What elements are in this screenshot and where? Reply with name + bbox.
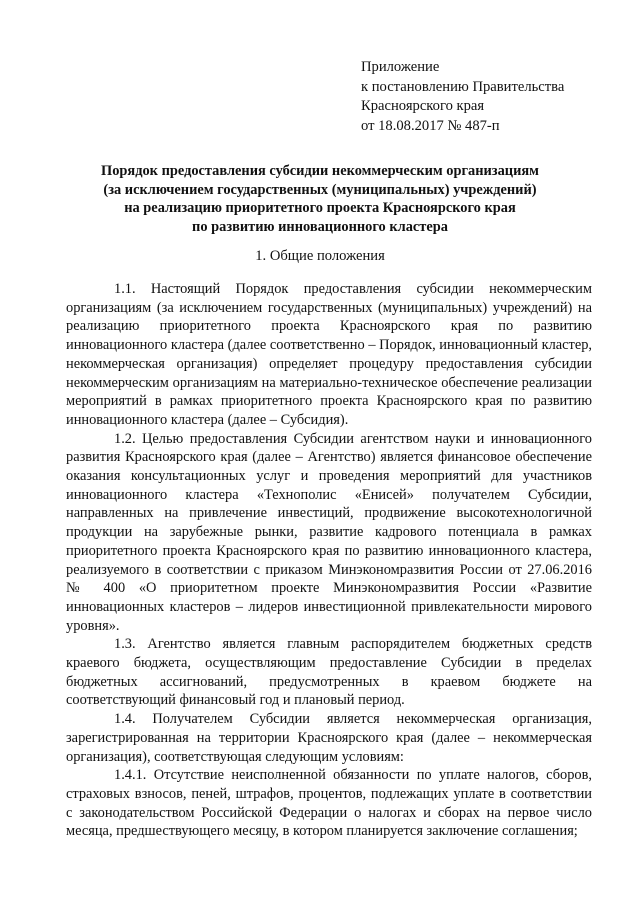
appendix-line-3: Красноярского края [361, 98, 485, 114]
section-heading: 1. Общие положения [255, 248, 385, 264]
paragraph-1-1: 1.1. Настоящий Порядок предоставления субсидии некоммерческим организациям (за исключением государственных (муниципальных) учреждений) на реализацию приоритетного проекта Красноярского края по развитию инновационного кластера (далее соответственно – Порядок, инновационный кластер, некоммерческая организация) определяет процедуру предоставления субсидии некоммерческим организациям на материально-техническое обеспечение реализации мероприятий в рамках приоритетного проекта Красноярского края по развитию инновационного кластера (далее – Субсидия). [66, 281, 592, 428]
title-line-3: на реализацию приоритетного проекта Красноярского края [124, 200, 516, 216]
title-line-4: по развитию инновационного кластера [192, 218, 448, 235]
document-title [60, 162, 580, 236]
paragraph-1-4: 1.4. Получателем Субсидии является некоммерческая организация, зарегистрированная на территории Красноярского края (далее – некоммерческая организация), соответствующая следующим условиям: [66, 711, 592, 765]
paragraph-1-2: 1.2. Целью предоставления Субсидии агентством науки и инновационного развития Красноярского края (далее – Агентство) является финансовое обеспечение оказания консультационных услуг и проведения мероприятий для участников инновационного кластера «Технополис «Енисей» получателем Субсидии, направленных на привлечение инвестиций, продвижение высокотехнологичной продукции на зарубежные рынки, развитие кадрового потенциала в рамках приоритетного проекта Красноярского края по развитию инновационного кластера, реализуемого в соответствии с приказом Минэкономразвития России от 27.06.2016 № 400 «О приоритетном проекте Минэкономразвития России «Развитие инновационных кластеров – лидеров инвестиционной привлекательности мирового уровня». [66, 430, 592, 634]
appendix-line-4: от 18.08.2017 № 487-п [361, 117, 500, 134]
document-body [66, 280, 592, 841]
title-line-2: (за исключением государственных (муниципальных) учреждений) [103, 181, 537, 198]
appendix-line-1: Приложение [361, 59, 440, 75]
appendix-block [361, 58, 621, 136]
paragraph-1-3: 1.3. Агентство является главным распорядителем бюджетных средств краевого бюджета, осуществляющим предоставление Субсидии в пределах бюджетных ассигнований, предусмотренных в краевом бюджете на соответствующий финансовый год и плановый период. [66, 636, 592, 709]
appendix-line-2: к постановлению Правительства [361, 78, 565, 95]
paragraph-1-4-1: 1.4.1. Отсутствие неисполненной обязанности по уплате налогов, сборов, страховых взносов, пеней, штрафов, процентов, подлежащих уплате в соответствии с законодательством Российской Федерации о налогах и сборах на первое число месяца, предшествующего месяцу, в котором планируется заключение соглашения; [66, 767, 592, 840]
title-line-1: Порядок предоставления субсидии некоммерческим организациям [101, 163, 539, 179]
